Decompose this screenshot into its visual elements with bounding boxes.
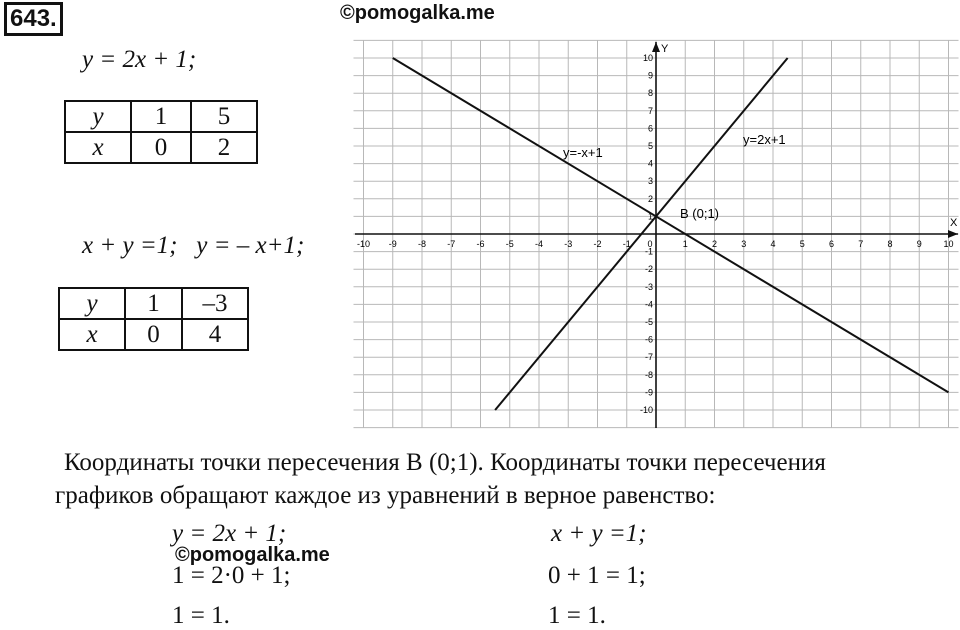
equation-2: x + y =1; y = – x+1;: [82, 232, 305, 259]
x-tick-label: -2: [593, 239, 602, 249]
x-tick-label: 1: [682, 239, 688, 249]
verify-right-result: 1 = 1.: [548, 602, 606, 629]
y-tick-label: 9: [647, 70, 653, 81]
problem-number: 643.: [4, 2, 63, 36]
y-tick-label: -2: [644, 264, 653, 275]
y-tick-label: 2: [647, 193, 653, 204]
x-tick-label: 9: [916, 239, 922, 249]
y-tick-label: -10: [639, 405, 653, 415]
x-tick-label: -10: [356, 239, 371, 249]
point-label-b: B (0;1): [680, 206, 720, 221]
x-tick-label: -1: [622, 239, 631, 249]
verify-right-equation: x + y =1;: [551, 520, 647, 547]
y-tick-label: 5: [647, 141, 653, 151]
x-tick-label: -5: [505, 239, 514, 249]
y-tick-label: -6: [644, 334, 653, 345]
x-tick-label: -4: [534, 239, 544, 249]
verify-left-result: 1 = 1.: [172, 602, 230, 629]
table-cell: 4: [182, 319, 248, 350]
line-label-minus-x-plus-1: y=-x+1: [563, 145, 603, 160]
y-tick-label: 4: [647, 158, 653, 169]
watermark-bottom: ©pomogalka.me: [175, 544, 330, 566]
y-tick-label: -3: [644, 281, 653, 292]
x-axis-label: X: [950, 217, 958, 229]
verify-left-substitution: 1 = 2·0 + 1;: [172, 562, 291, 589]
equation-1: y = 2x + 1;: [82, 46, 197, 73]
table-cell: 2: [191, 132, 257, 163]
y-tick-label: -8: [644, 369, 653, 380]
table-cell: y: [59, 288, 125, 319]
table-cell: x: [65, 132, 131, 163]
axes: [355, 42, 958, 428]
x-tick-label: 5: [799, 239, 805, 249]
x-tick-label: -7: [447, 239, 456, 249]
x-tick-label: 0: [647, 239, 653, 249]
watermark-top: ©pomogalka.me: [340, 2, 495, 24]
verify-right-substitution: 0 + 1 = 1;: [548, 562, 646, 589]
conclusion-line-2: графиков обращают каждое из уравнений в верное равенство:: [55, 482, 716, 509]
x-tick-label: 8: [887, 239, 893, 249]
y-axis-label: Y: [661, 43, 669, 55]
y-tick-label: 10: [642, 53, 653, 63]
x-axis-arrow: [948, 230, 958, 238]
x-tick-label: 6: [828, 239, 835, 249]
x-tick-label: -6: [476, 239, 485, 249]
y-tick-label: 1: [647, 211, 653, 222]
x-tick-label: 2: [711, 239, 718, 249]
y-tick-label: 7: [647, 105, 653, 116]
y-tick-label: -4: [644, 299, 653, 310]
x-tick-label: -8: [417, 239, 427, 249]
line-label-2x-plus-1: y=2x+1: [743, 132, 786, 147]
x-tick-label: -9: [388, 239, 397, 249]
y-tick-label: -9: [644, 387, 653, 398]
series-line: [393, 58, 949, 392]
y-tick-label: -5: [644, 317, 653, 327]
table-cell: 1: [125, 288, 182, 319]
verify-left-equation: y = 2x + 1;: [172, 520, 287, 547]
x-tick-label: 7: [858, 239, 864, 249]
table-cell: x: [59, 319, 125, 350]
y-tick-label: -1: [644, 246, 653, 257]
conclusion-line-1: Координаты точки пересечения B (0;1). Координаты точки пересечения: [64, 449, 826, 476]
table-cell: 0: [125, 319, 182, 350]
x-tick-label: 3: [741, 239, 747, 249]
table-cell: y: [65, 101, 131, 132]
table-cell: 0: [131, 132, 191, 163]
table-cell: 5: [191, 101, 257, 132]
table-cell: –3: [182, 288, 248, 319]
y-axis-arrow: [652, 42, 660, 52]
x-tick-label: -3: [564, 239, 573, 249]
x-tick-label: 4: [770, 239, 776, 249]
y-tick-label: 8: [647, 88, 653, 99]
x-tick-label: 10: [943, 239, 954, 249]
table-cell: 1: [131, 101, 191, 132]
y-tick-label: 6: [647, 123, 653, 134]
y-tick-label: -7: [644, 352, 653, 363]
y-tick-label: 3: [647, 176, 653, 187]
